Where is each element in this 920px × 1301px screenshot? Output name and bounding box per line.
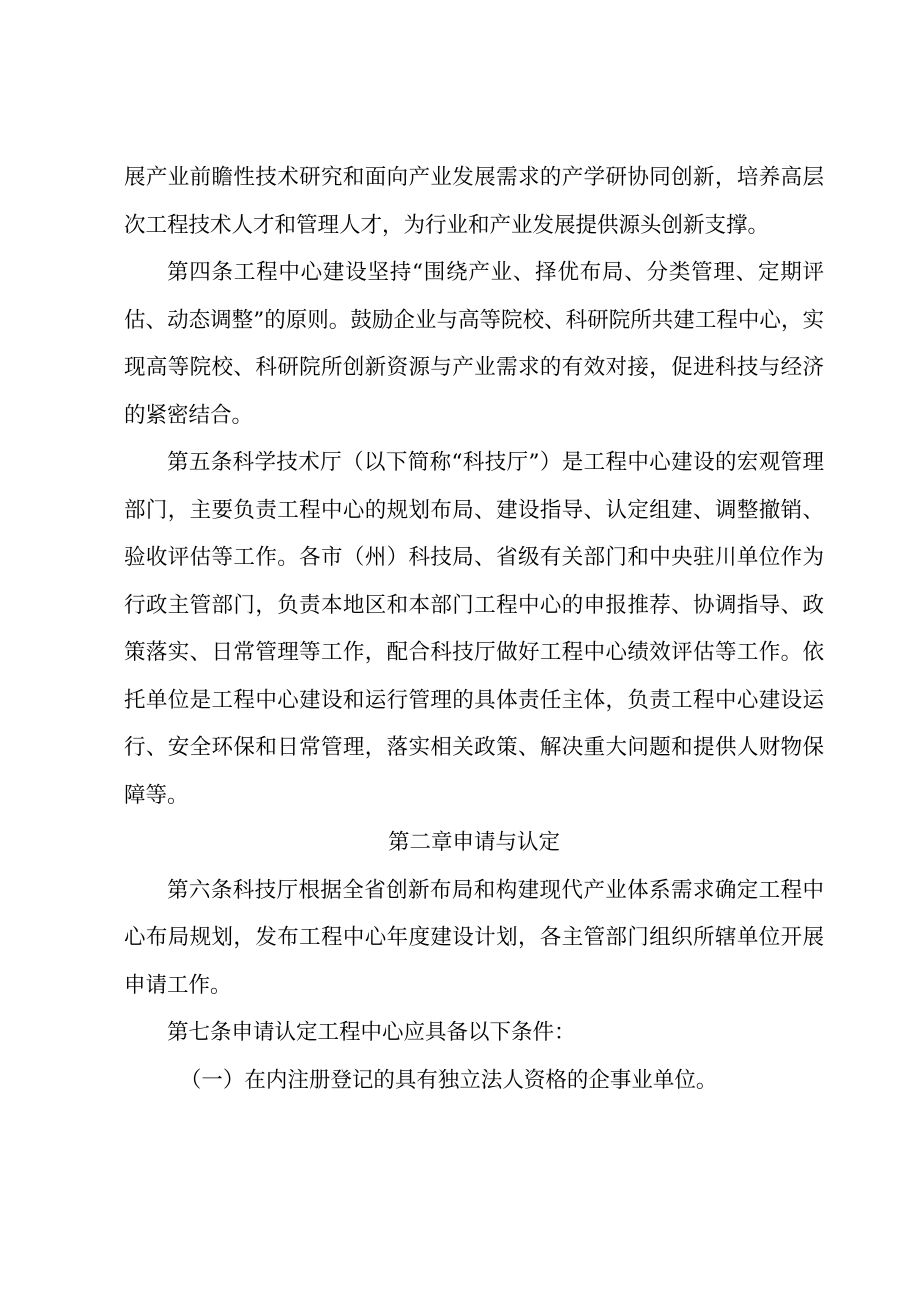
- paragraph-article-4: 第四条工程中心建设坚持“围绕产业、择优布局、分类管理、定期评估、动态调整”的原则。鼓励企业与高等院校、科研院所共建工程中心，实现高等院校、科研院所创新资源与产业需求的有效对接，促进科技与经济的紧密结合。: [124, 260, 824, 428]
- paragraph-continuation: 展产业前瞻性技术研究和面向产业发展需求的产学研协同创新，培养高层次工程技术人才和管理人才，为行业和产业发展提供源头创新支撑。: [124, 165, 824, 238]
- paragraph-article-6: 第六条科技厅根据全省创新布局和构建现代产业体系需求确定工程中心布局规划，发布工程中心年度建设计划，各主管部门组织所辖单位开展申请工作。: [124, 877, 824, 998]
- paragraph-article-7: 第七条申请认定工程中心应具备以下条件：: [167, 1020, 576, 1045]
- document-body: [124, 154, 824, 1104]
- list-item-condition-1: （一）在内注册登记的具有独立法人资格的企事业单位。: [179, 1067, 718, 1093]
- chapter-heading: 第二章申请与认定: [387, 830, 560, 855]
- paragraph-article-5: 第五条科学技术厅（以下简称“科技厅”）是工程中心建设的宏观管理部门，主要负责工程中心的规划布局、建设指导、认定组建、调整撤销、验收评估等工作。各市（州）科技局、省级有关部门和中央驻川单位作为行政主管部门，负责本地区和本部门工程中心的申报推荐、协调指导、政策落实、日常管理等工作，配合科技厅做好工程中心绩效评估等工作。依托单位是工程中心建设和运行管理的具体责任主体，负责工程中心建设运行、安全环保和日常管理，落实相关政策、解决重大问题和提供人财物保障等。: [124, 450, 824, 808]
